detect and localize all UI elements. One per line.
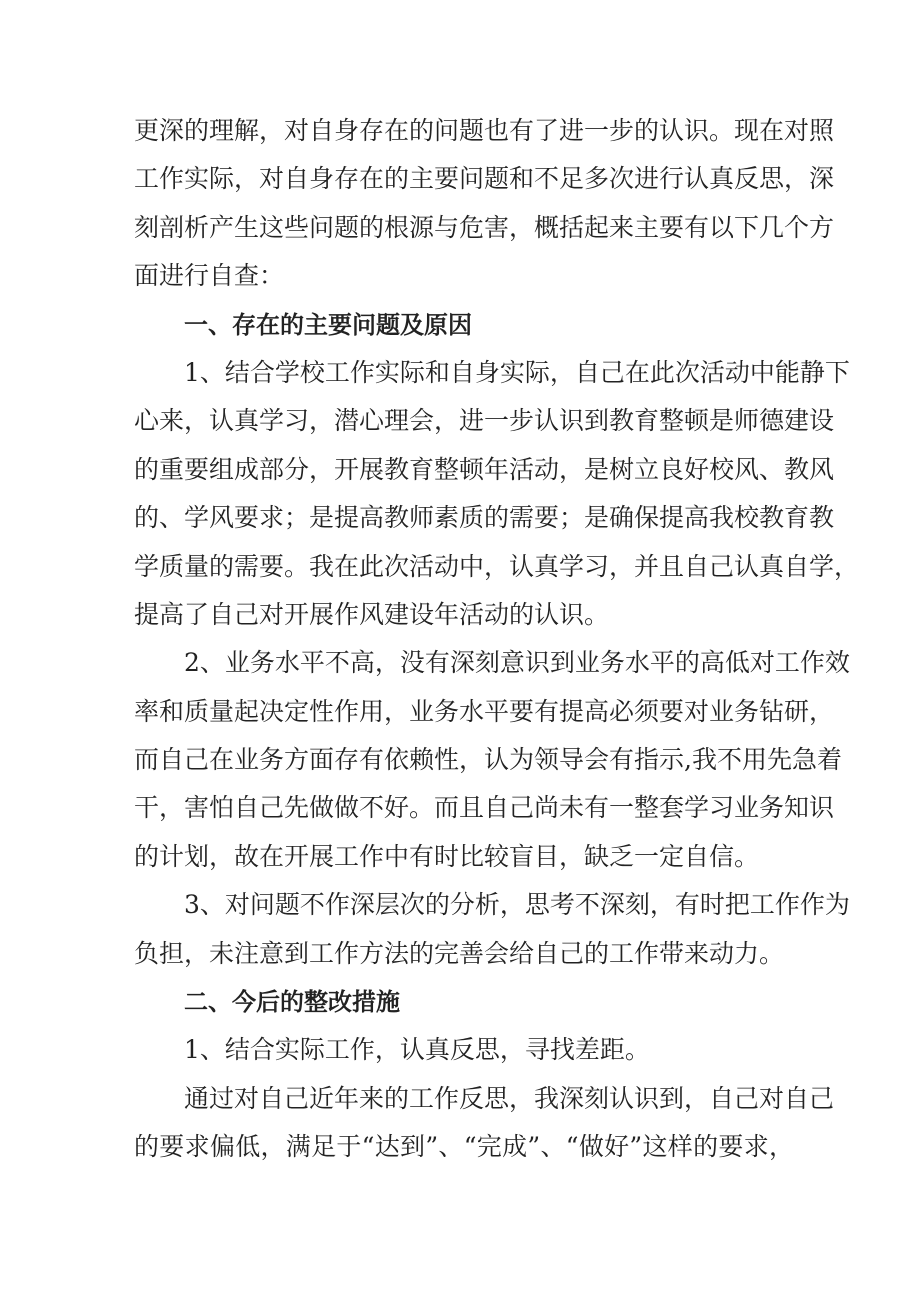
problem-item-2 — [134, 639, 850, 881]
intro-paragraph — [134, 107, 835, 301]
text-line: 的计划，故在开展工作中有时比较盲目，缺乏一定自信。 — [134, 841, 760, 871]
text-line: 2、业务水平不高，没有深刻意识到业务水平的高低对工作效 — [184, 648, 850, 678]
section-heading-problems: 一、存在的主要问题及原因 — [184, 310, 472, 339]
text-line: 学质量的需要。我在此次活动中，认真学习，并且自己认真自学， — [134, 551, 860, 581]
text-line: 工作实际，对自身存在的主要问题和不足多次进行认真反思，深 — [134, 164, 835, 194]
problem-item-1 — [134, 349, 860, 639]
text-line: 1、结合学校工作实际和自身实际，自己在此次活动中能静下 — [184, 357, 850, 387]
text-line: 的重要组成部分，开展教育整顿年活动，是树立良好校风、教风 — [134, 454, 835, 484]
measure-paragraph — [134, 1075, 835, 1172]
problem-item-3 — [134, 881, 850, 978]
text-line: 更深的理解，对自身存在的问题也有了进一步的认识。现在对照 — [134, 116, 835, 145]
text-line: 通过对自己近年来的工作反思，我深刻认识到，自己对自己 — [184, 1083, 835, 1113]
document-body — [134, 107, 860, 1172]
text-line: 率和质量起决定性作用，业务水平要有提高必须要对业务钻研， — [134, 696, 835, 726]
measure-item-1: 1、结合实际工作，认真反思，寻找差距。 — [184, 1035, 650, 1065]
text-line: 刻剖析产生这些问题的根源与危害，概括起来主要有以下几个方 — [134, 212, 835, 242]
text-line: 提高了自己对开展作风建设年活动的认识。 — [134, 599, 610, 629]
text-line: 的要求偏低，满足于“达到”、“完成”、“做好”这样的要求， — [134, 1132, 794, 1162]
text-line: 3、对问题不作深层次的分析，思考不深刻，有时把工作作为 — [184, 890, 850, 920]
text-line: 心来，认真学习，潜心理会，进一步认识到教育整顿是师德建设 — [134, 406, 835, 436]
section-heading-measures: 二、今后的整改措施 — [184, 988, 400, 1017]
text-line: 而自己在业务方面存有依赖性，认为领导会有指示,我不用先急着 — [134, 745, 842, 775]
text-line: 负担，未注意到工作方法的完善会给自己的工作带来动力。 — [134, 938, 785, 968]
text-line: 干，害怕自己先做做不好。而且自己尚未有一整套学习业务知识 — [134, 793, 835, 823]
text-line: 面进行自查： — [134, 261, 285, 291]
text-line: 的、学风要求；是提高教师素质的需要；是确保提高我校教育教 — [134, 503, 835, 533]
